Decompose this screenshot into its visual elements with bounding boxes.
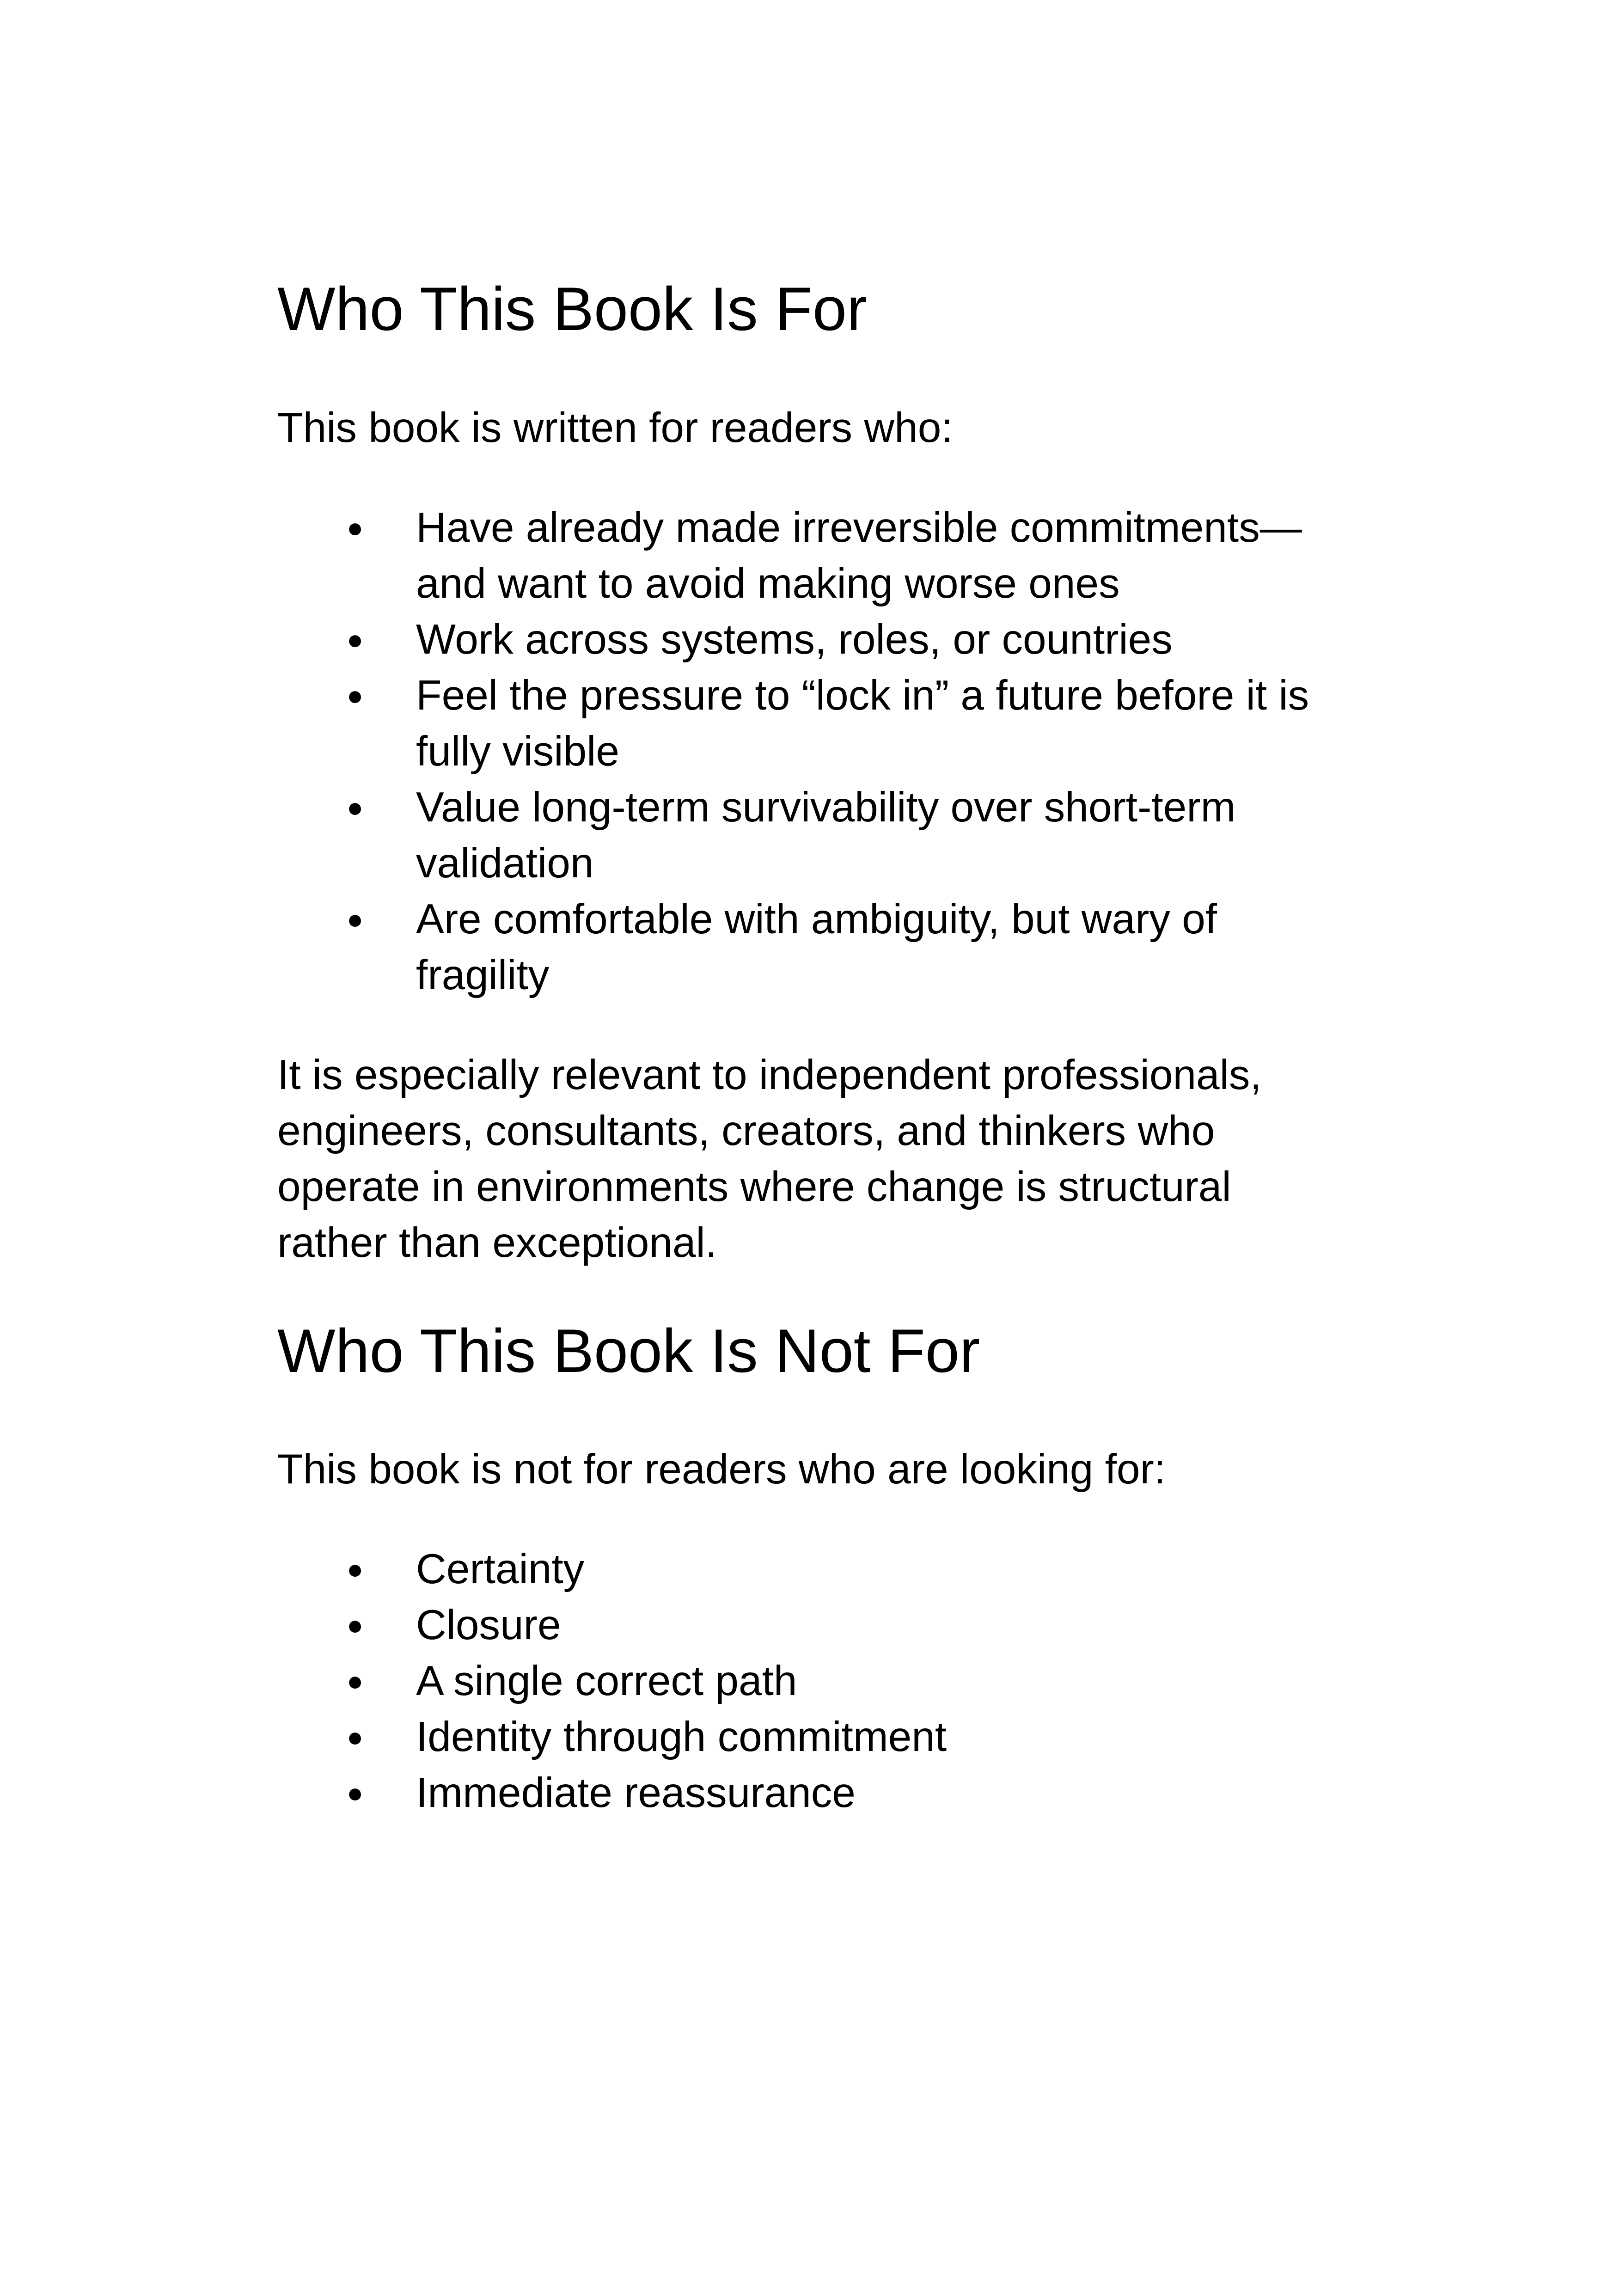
- list-item-text: Value long-term survivability over short-term validation: [416, 784, 1236, 887]
- list-item-text: Certainty: [416, 1546, 585, 1593]
- list-item: [277, 891, 1340, 1003]
- list-item: [277, 667, 1340, 779]
- list-item-text: Are comfortable with ambiguity, but wary of fragility: [416, 895, 1217, 998]
- list-item-text: Work across systems, roles, or countries: [416, 616, 1173, 663]
- list-item: [277, 500, 1340, 612]
- list-item: [277, 1541, 1340, 1597]
- bullet-dot-icon: ●: [347, 1665, 364, 1697]
- list-item-text: Identity through commitment: [416, 1714, 947, 1761]
- list-item-text: Have already made irreversible commitments—and want to avoid making worse ones: [416, 504, 1302, 607]
- list-item-text: Immediate reassurance: [416, 1769, 856, 1817]
- list-item: [277, 612, 1340, 667]
- section-heading-for: Who This Book Is For: [277, 275, 868, 343]
- section-intro-not-for: This book is not for readers who are looking for:: [277, 1446, 1166, 1493]
- bullet-list-for: [277, 500, 1340, 1003]
- bullet-dot-icon: ●: [347, 1721, 364, 1753]
- list-item: [277, 1653, 1340, 1709]
- bullet-dot-icon: ●: [347, 1777, 364, 1809]
- bullet-dot-icon: ●: [347, 791, 364, 823]
- bullet-dot-icon: ●: [347, 903, 364, 935]
- list-item: [277, 1597, 1340, 1653]
- bullet-dot-icon: ●: [347, 624, 364, 655]
- bullet-dot-icon: ●: [347, 1554, 364, 1585]
- bullet-list-not-for: [277, 1541, 1340, 1821]
- list-item-text: A single correct path: [416, 1658, 797, 1705]
- list-item: [277, 1709, 1340, 1765]
- bullet-dot-icon: ●: [347, 512, 364, 543]
- list-item-text: Feel the pressure to “lock in” a future before it is fully visible: [416, 672, 1309, 775]
- list-item: [277, 779, 1340, 891]
- bullet-dot-icon: ●: [347, 680, 364, 711]
- section-intro-for: This book is written for readers who:: [277, 404, 953, 451]
- list-item: [277, 1765, 1340, 1821]
- section-heading-not-for: Who This Book Is Not For: [277, 1316, 980, 1385]
- document-page: [277, 273, 1340, 1821]
- bullet-dot-icon: ●: [347, 1610, 364, 1641]
- list-item-text: Closure: [416, 1602, 561, 1649]
- section-paragraph-for: It is especially relevant to independent professionals, engineers, consultants, creators, and thinkers who operate in environments where change is structural rather than exceptional.: [277, 1051, 1262, 1266]
